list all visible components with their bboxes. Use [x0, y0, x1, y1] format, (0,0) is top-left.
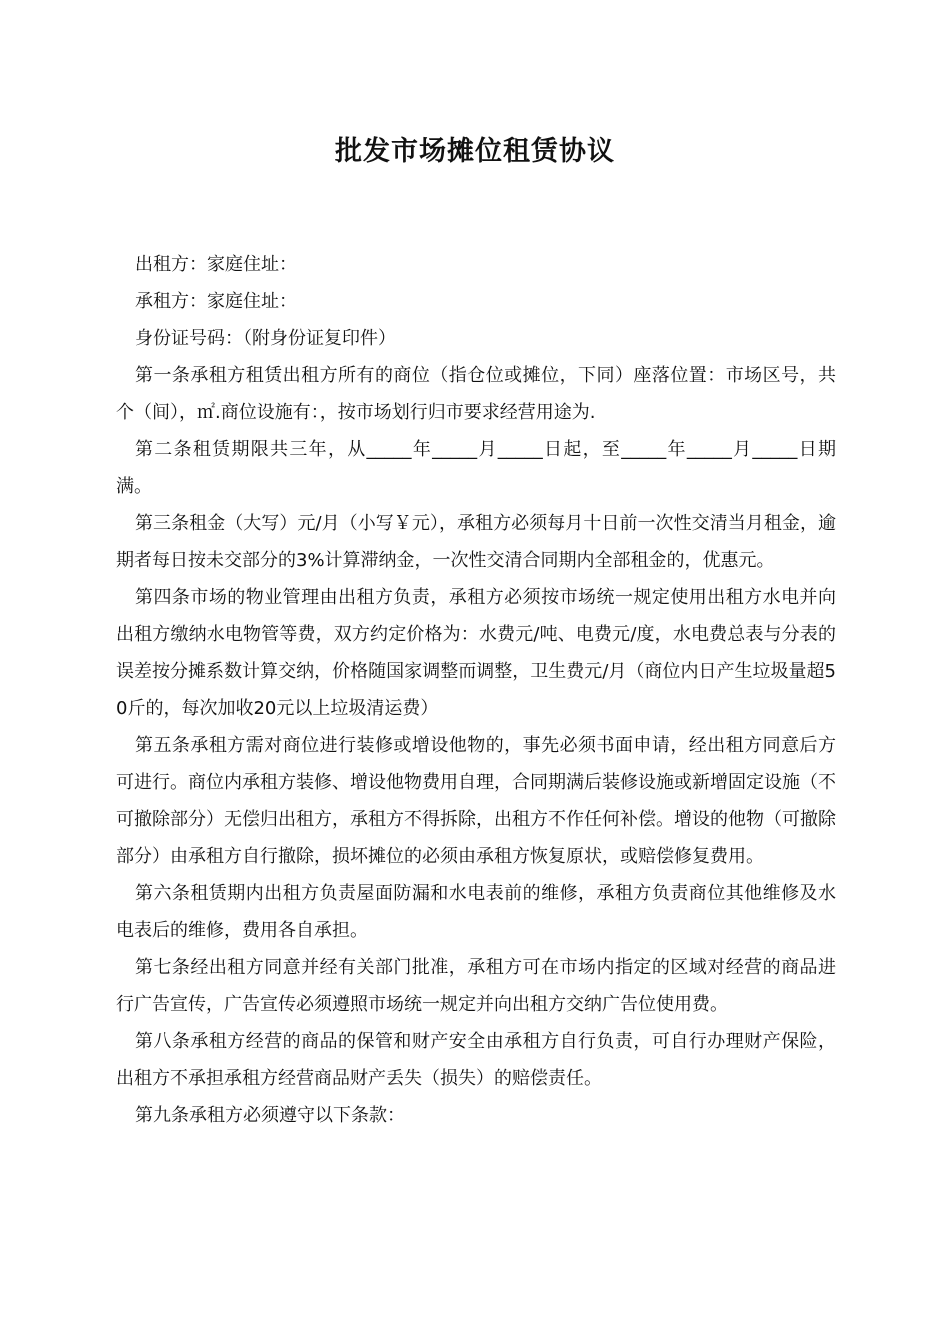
document-title: 批发市场摊位租赁协议	[335, 136, 615, 167]
paragraph-article-9: 第九条承租方必须遵守以下条款：	[135, 1105, 405, 1126]
paragraph-article-4: 第四条市场的物业管理由出租方负责，承租方必须按市场统一规定使用出租方水电并向出租方缴纳水电物管等费，双方约定价格为：水费元/吨、电费元/度，水电费总表与分表的误差按分摊系数计算交纳，价格随国家调整而调整，卫生费元/月（商位内日产生垃圾量超50斤的，每次加收20元以上垃圾清运费）	[116, 587, 836, 719]
paragraph-article-2: 第二条租赁期限共三年，从_____年_____月_____日起，至_____年_____月_____日期满。	[116, 439, 836, 497]
paragraph-article-3: 第三条租金（大写）元/月（小写￥元），承租方必须每月十日前一次性交清当月租金，逾期者每日按未交部分的3%计算滞纳金，一次性交清合同期内全部租金的，优惠元。	[116, 513, 836, 571]
paragraph-article-6: 第六条租赁期内出租方负责屋面防漏和水电表前的维修，承租方负责商位其他维修及水电表后的维修，费用各自承担。	[116, 883, 836, 941]
document-body	[116, 246, 836, 1134]
paragraph-article-1: 第一条承租方租赁出租方所有的商位（指仓位或摊位，下同）座落位置：市场区号，共个（间），㎡.商位设施有：，按市场划行归市要求经营用途为.	[116, 365, 836, 423]
paragraph-article-7: 第七条经出租方同意并经有关部门批准，承租方可在市场内指定的区域对经营的商品进行广告宣传，广告宣传必须遵照市场统一规定并向出租方交纳广告位使用费。	[116, 957, 836, 1015]
paragraph-lessee: 承租方：家庭住址：	[135, 291, 297, 312]
paragraph-lessor: 出租方：家庭住址：	[135, 254, 297, 275]
paragraph-article-8: 第八条承租方经营的商品的保管和财产安全由承租方自行负责，可自行办理财产保险，出租方不承担承租方经营商品财产丢失（损失）的赔偿责任。	[116, 1031, 836, 1089]
paragraph-id-number: 身份证号码：（附身份证复印件）	[135, 328, 396, 349]
paragraph-article-5: 第五条承租方需对商位进行装修或增设他物的，事先必须书面申请，经出租方同意后方可进行。商位内承租方装修、增设他物费用自理，合同期满后装修设施或新增固定设施（不可撤除部分）无偿归出租方，承租方不得拆除，出租方不作任何补偿。增设的他物（可撤除部分）由承租方自行撤除，损坏摊位的必须由承租方恢复原状，或赔偿修复费用。	[116, 735, 836, 867]
